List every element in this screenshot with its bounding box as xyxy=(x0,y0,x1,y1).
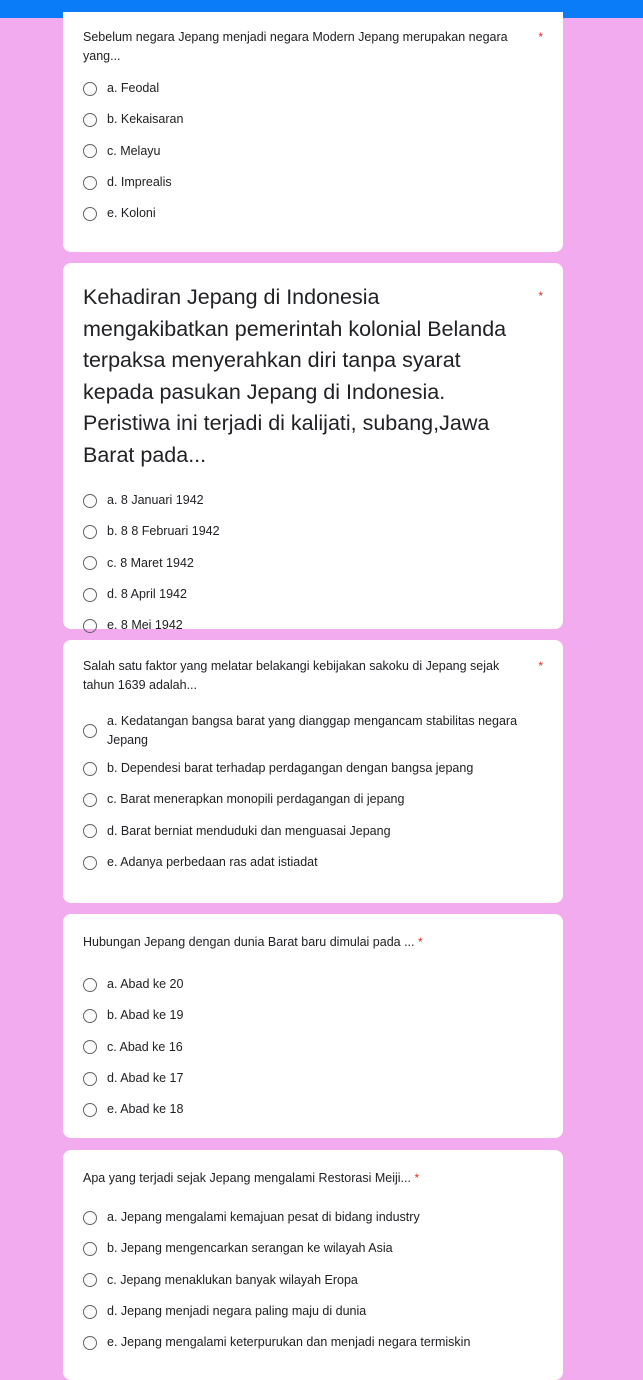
radio-button-icon[interactable] xyxy=(83,619,97,633)
radio-button-icon[interactable] xyxy=(83,1211,97,1225)
option-list xyxy=(83,1202,543,1358)
radio-option[interactable]: b. Kekaisaran xyxy=(83,104,543,135)
radio-option[interactable]: c. 8 Maret 1942 xyxy=(83,548,543,579)
radio-button-icon[interactable] xyxy=(83,978,97,992)
question-text: Kehadiran Jepang di Indonesia mengakibatkan pemerintah kolonial Belanda terpaksa menyerahkan diri tanpa syarat kepada pasukan Jepang di Indonesia. Peristiwa ini terjadi di kalijati, subang,Jawa Barat pada... xyxy=(83,285,507,467)
radio-option[interactable]: a. Kedatangan bangsa barat yang dianggap mengancam stabilitas negara Jepang xyxy=(83,709,543,753)
radio-option[interactable]: b. Dependesi barat terhadap perdagangan dengan bangsa jepang xyxy=(83,753,543,784)
question-text: Hubungan Jepang dengan dunia Barat baru dimulai pada ... xyxy=(83,935,415,949)
question-title xyxy=(83,263,543,471)
question-title xyxy=(83,1150,543,1188)
radio-button-icon[interactable] xyxy=(83,1072,97,1086)
radio-option[interactable]: d. Imprealis xyxy=(83,167,543,198)
question-card-5 xyxy=(63,1150,563,1380)
question-title xyxy=(83,914,543,952)
radio-button-icon[interactable] xyxy=(83,144,97,158)
radio-button-icon[interactable] xyxy=(83,824,97,838)
radio-button-icon[interactable] xyxy=(83,525,97,539)
radio-option[interactable]: a. 8 Januari 1942 xyxy=(83,485,543,516)
radio-option[interactable]: e. 8 Mei 1942 xyxy=(83,610,543,641)
radio-button-icon[interactable] xyxy=(83,724,97,738)
radio-button-icon[interactable] xyxy=(83,1009,97,1023)
option-list xyxy=(83,969,543,1125)
radio-button-icon[interactable] xyxy=(83,207,97,221)
radio-option[interactable]: a. Abad ke 20 xyxy=(83,969,543,1000)
radio-button-icon[interactable] xyxy=(83,1305,97,1319)
question-card-2 xyxy=(63,263,563,633)
radio-option[interactable]: b. Abad ke 19 xyxy=(83,1000,543,1031)
radio-button-icon[interactable] xyxy=(83,176,97,190)
radio-option[interactable]: e. Koloni xyxy=(83,198,543,229)
option-list xyxy=(83,709,543,878)
radio-option[interactable]: b. 8 8 Februari 1942 xyxy=(83,516,543,547)
radio-button-icon[interactable] xyxy=(83,113,97,127)
required-asterisk: * xyxy=(418,935,423,949)
required-asterisk: * xyxy=(414,1171,420,1185)
radio-button-icon[interactable] xyxy=(83,1242,97,1256)
question-title xyxy=(83,12,543,66)
radio-button-icon[interactable] xyxy=(83,856,97,870)
radio-button-icon[interactable] xyxy=(83,494,97,508)
radio-option[interactable]: d. Jepang menjadi negara paling maju di dunia xyxy=(83,1296,543,1327)
radio-button-icon[interactable] xyxy=(83,1336,97,1350)
required-asterisk: * xyxy=(538,289,543,303)
radio-option[interactable]: b. Jepang mengencarkan serangan ke wilayah Asia xyxy=(83,1233,543,1264)
radio-button-icon[interactable] xyxy=(83,1103,97,1117)
radio-option[interactable]: e. Abad ke 18 xyxy=(83,1094,543,1125)
radio-option[interactable]: c. Abad ke 16 xyxy=(83,1032,543,1063)
question-card-3 xyxy=(63,640,563,903)
question-card-1 xyxy=(63,12,563,252)
required-asterisk: * xyxy=(538,30,543,44)
radio-option[interactable]: a. Feodal xyxy=(83,73,543,104)
radio-button-icon[interactable] xyxy=(83,82,97,96)
question-card-4 xyxy=(63,914,563,1138)
radio-option[interactable]: d. Barat berniat menduduki dan menguasai Jepang xyxy=(83,816,543,847)
radio-button-icon[interactable] xyxy=(83,793,97,807)
radio-button-icon[interactable] xyxy=(83,556,97,570)
radio-button-icon[interactable] xyxy=(83,1040,97,1054)
question-text: Salah satu faktor yang melatar belakangi kebijakan sakoku di Jepang sejak tahun 1639 adalah... xyxy=(83,659,500,692)
radio-button-icon[interactable] xyxy=(83,588,97,602)
radio-option[interactable]: d. 8 April 1942 xyxy=(83,579,543,610)
option-list xyxy=(83,73,543,229)
radio-option[interactable]: c. Melayu xyxy=(83,136,543,167)
option-list xyxy=(83,485,543,641)
radio-option[interactable]: a. Jepang mengalami kemajuan pesat di bidang industry xyxy=(83,1202,543,1233)
required-asterisk: * xyxy=(538,659,543,673)
radio-option[interactable]: d. Abad ke 17 xyxy=(83,1063,543,1094)
radio-option[interactable]: c. Jepang menaklukan banyak wilayah Eropa xyxy=(83,1265,543,1296)
radio-button-icon[interactable] xyxy=(83,762,97,776)
question-text: Sebelum negara Jepang menjadi negara Modern Jepang merupakan negara yang... xyxy=(83,30,508,63)
radio-option[interactable]: e. Jepang mengalami keterpurukan dan menjadi negara termiskin xyxy=(83,1327,543,1358)
question-text: Apa yang terjadi sejak Jepang mengalami Restorasi Meiji... xyxy=(83,1171,411,1185)
question-title xyxy=(83,640,543,695)
radio-button-icon[interactable] xyxy=(83,1273,97,1287)
radio-option[interactable]: c. Barat menerapkan monopili perdagangan di jepang xyxy=(83,784,543,815)
radio-option[interactable]: e. Adanya perbedaan ras adat istiadat xyxy=(83,847,543,878)
